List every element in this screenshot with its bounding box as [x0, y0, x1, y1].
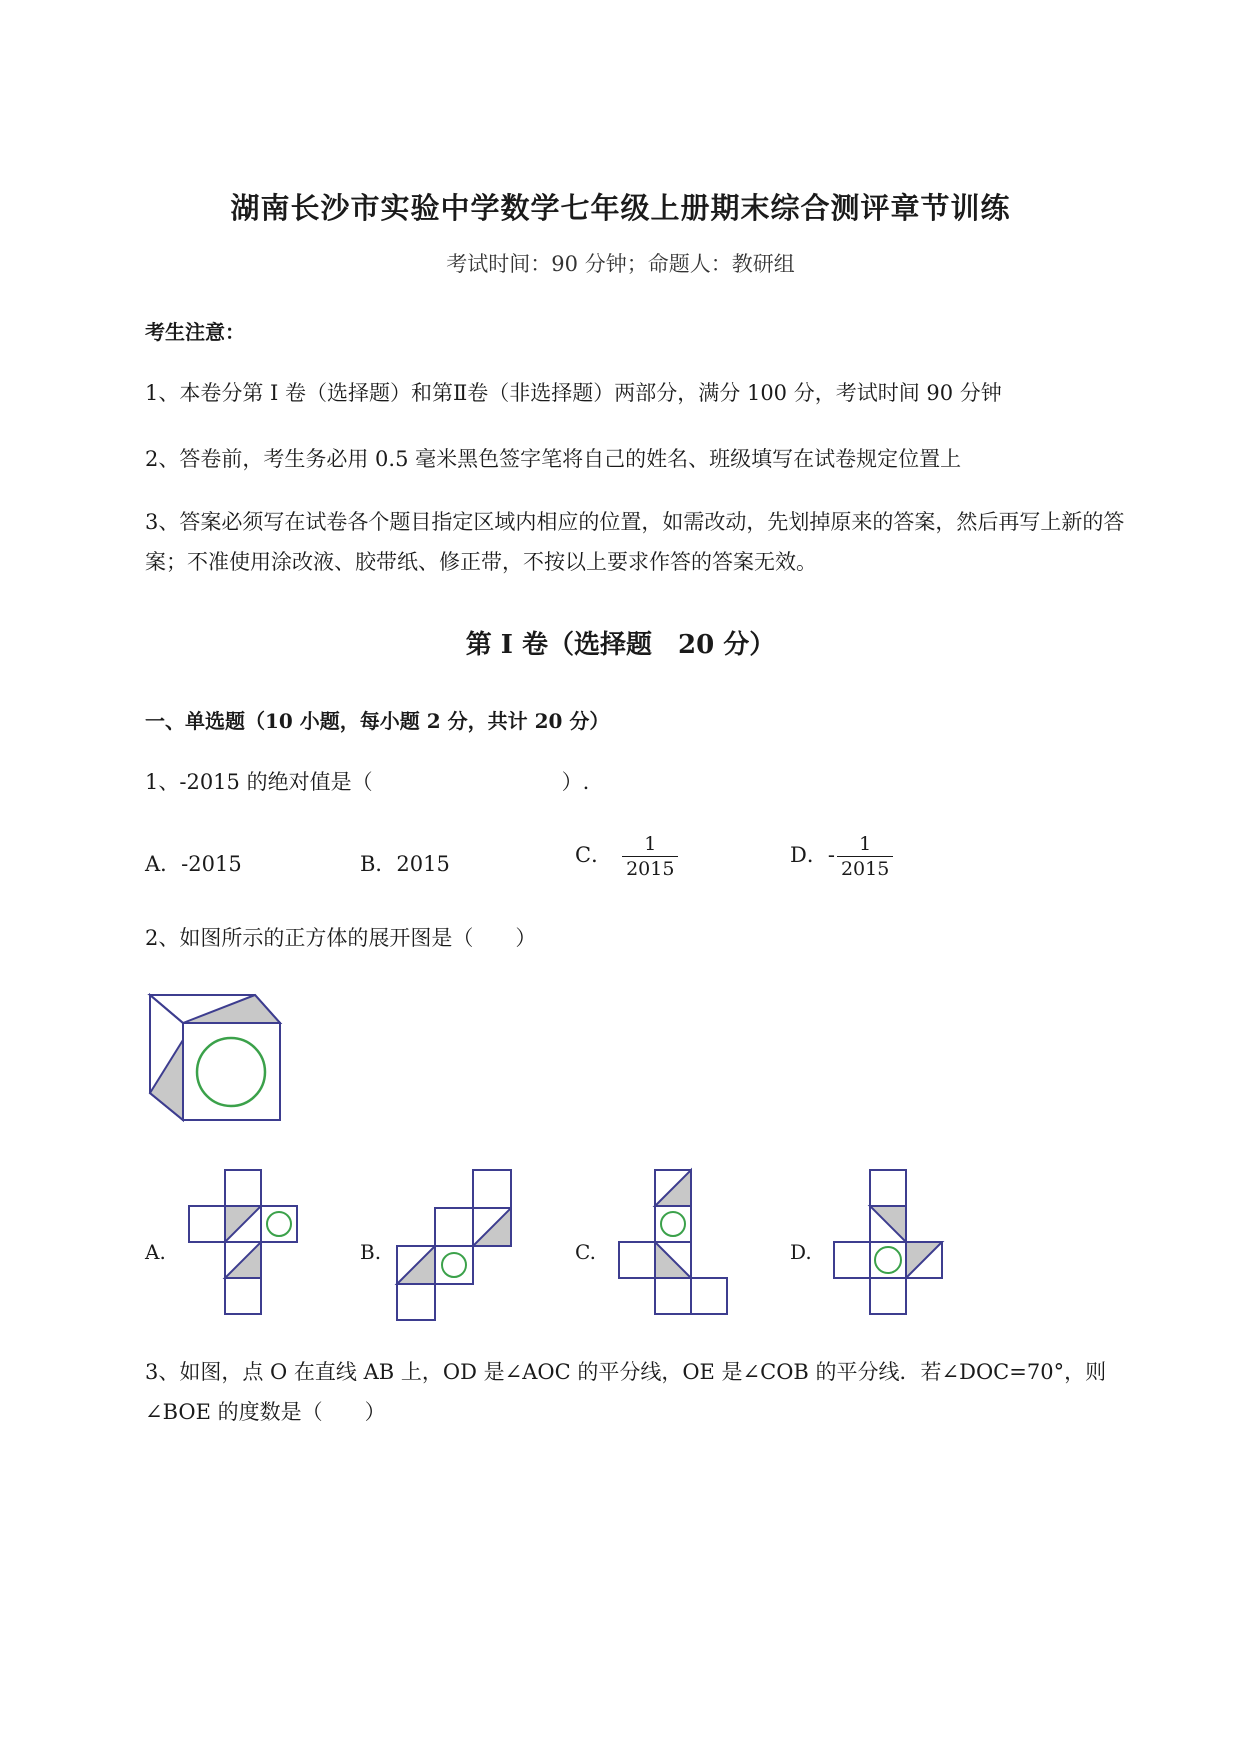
notice-item-3: 3、答案必须写在试卷各个题目指定区域内相应的位置，如需改动，先划掉原来的答案，然后再写上新的答案；不准使用涂改液、胶带纸、修正带，不按以上要求作答的答案无效。 [145, 510, 1125, 574]
net-option-c[interactable] [610, 1168, 740, 1338]
q1-option-d-fraction [837, 832, 893, 881]
net-option-d[interactable] [830, 1168, 960, 1333]
net-option-a[interactable] [185, 1168, 305, 1328]
fraction-numerator: 1 [859, 833, 872, 855]
q1-option-b[interactable]: B．2015 [360, 852, 450, 876]
q2-option-b-label[interactable]: B. [360, 1240, 382, 1264]
cube-figure [145, 990, 285, 1130]
q2-option-a-label[interactable]: A. [145, 1240, 166, 1264]
fraction-denominator: 2015 [622, 856, 678, 881]
q2-option-d-label[interactable]: D. [790, 1240, 812, 1264]
part-title: 一、单选题（10 小题，每小题 2 分，共计 20 分） [145, 709, 610, 733]
q1-option-c-fraction [622, 832, 678, 881]
section-title: 第 I 卷（选择题 20 分） [465, 630, 776, 660]
fraction-denominator: 2015 [837, 856, 893, 881]
q1-option-d[interactable] [790, 832, 893, 881]
notice-heading: 考生注意： [145, 320, 245, 344]
net-option-b[interactable] [395, 1168, 525, 1328]
question-2-stem: 2、如图所示的正方体的展开图是（ ） [145, 926, 537, 950]
q1-option-c-prefix: C． [575, 843, 613, 867]
q2-option-c-label[interactable]: C. [575, 1240, 596, 1264]
q1-option-c[interactable] [575, 832, 678, 881]
notice-item-1: 1、本卷分第 I 卷（选择题）和第Ⅱ卷（非选择题）两部分，满分 100 分，考试时间 90 分钟 [145, 381, 1002, 405]
fraction-numerator: 1 [644, 833, 657, 855]
question-1-stem: 1、-2015 的绝对值是（ ）. [145, 770, 590, 794]
exam-info: 考试时间：90 分钟；命题人：教研组 [446, 252, 795, 276]
page-title: 湖南长沙市实验中学数学七年级上册期末综合测评章节训练 [230, 191, 1011, 225]
question-3-stem: 3、如图，点 O 在直线 AB 上，OD 是∠AOC 的平分线，OE 是∠COB 的平分线．若∠DOC=70°，则∠BOE 的度数是（ ） [145, 1360, 1107, 1424]
q1-option-a[interactable]: A．-2015 [145, 852, 242, 876]
q1-option-d-prefix: D．- [790, 843, 835, 867]
notice-item-2: 2、答卷前，考生务必用 0.5 毫米黑色签字笔将自己的姓名、班级填写在试卷规定位置上 [145, 447, 962, 471]
